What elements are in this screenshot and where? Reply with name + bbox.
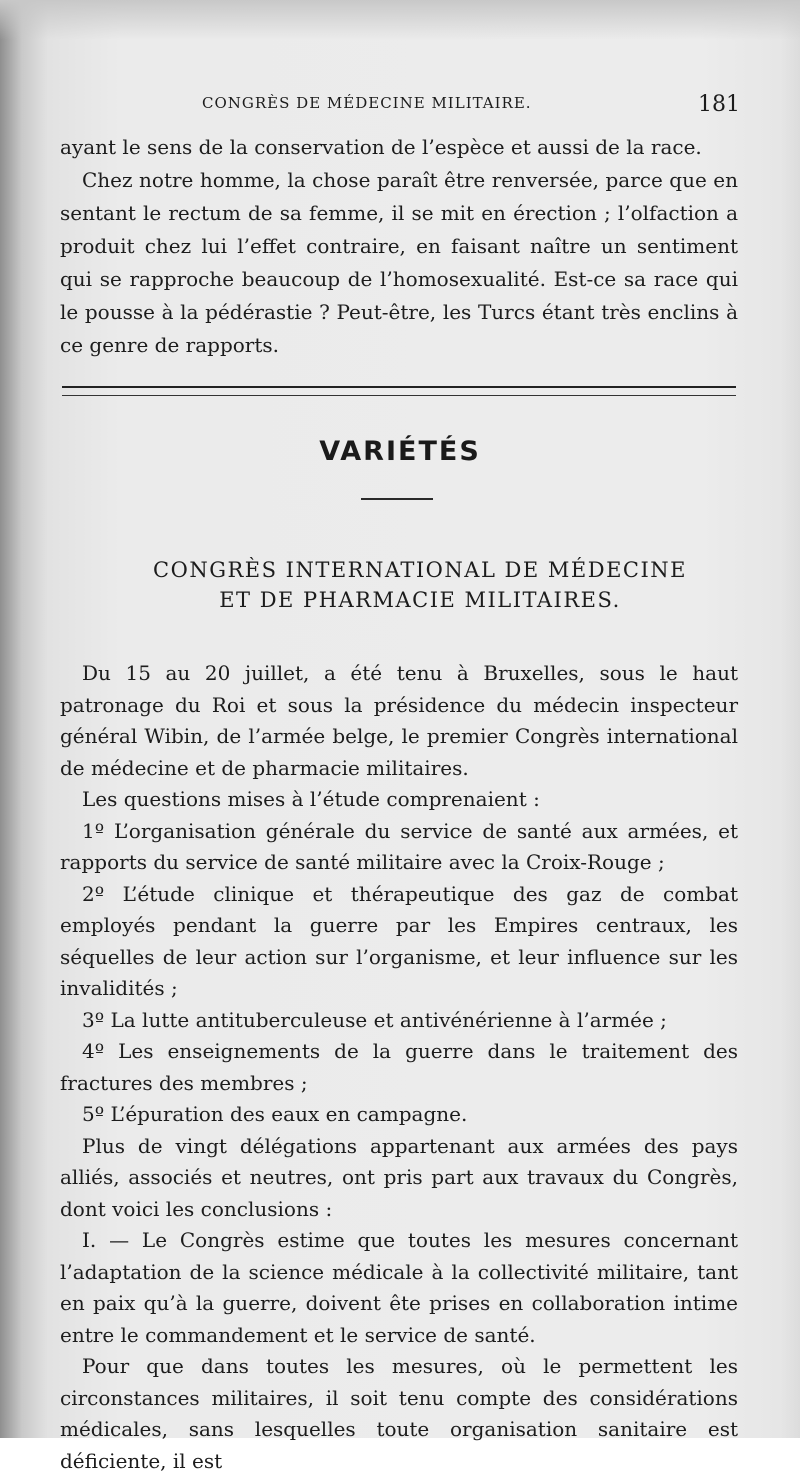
double-rule-divider xyxy=(62,386,736,404)
article-title xyxy=(80,555,760,615)
article-title-line-2: ET DE PHARMACIE MILITAIRES. xyxy=(219,588,621,612)
page-header xyxy=(202,92,740,120)
article-body xyxy=(60,658,738,1477)
paragraph: Du 15 au 20 juillet, a été tenu à Bruxelles, sous le haut patronage du Roi et sous la présidence du médecin inspecteur général Wibin, de l’armée belge, le premier Congrès international de médecine et de pharmacie militaires. xyxy=(60,661,738,780)
page-number: 181 xyxy=(698,92,740,117)
paragraph: Chez notre homme, la chose paraît être renversée, parce que en sentant le rectum de sa femme, il se mit en érection ; l’olfaction a produit chez lui l’effet contraire, en faisant naître un sentiment qui se rapproche beaucoup de l’homosexualité. Est-ce sa race qui le pousse à la pédérastie ? Peut-être, les Turcs étant très enclins à ce genre de rapports. xyxy=(60,168,738,357)
paragraph: Les questions mises à l’étude comprenaient : xyxy=(82,787,540,811)
list-item: 5º L’épuration des eaux en campagne. xyxy=(82,1102,468,1126)
list-item: 2º L’étude clinique et thérapeutique des gaz de combat employés pendant la guerre par les Empires centraux, les séquelles de leur action sur l’organisme, et leur influence sur les invalidités ; xyxy=(60,881,738,1000)
paragraph: Pour que dans toutes les mesures, où le permettent les circonstances militaires, il soit tenu compte des considérations médicales, sans lesquelles toute organisation sanitaire est déficiente, il est xyxy=(60,1354,738,1473)
paragraph: ayant le sens de la conservation de l’espèce et aussi de la race. xyxy=(60,135,702,159)
article-title-line-1: CONGRÈS INTERNATIONAL DE MÉDECINE xyxy=(153,558,687,582)
short-rule-divider xyxy=(361,498,433,500)
section-title: VARIÉTÉS xyxy=(319,436,481,467)
paragraph: I. — Le Congrès estime que toutes les mesures concernant l’adaptation de la science médicale à la collectivité militaire, tant en paix qu’à la guerre, doivent ête prises en collaboration intime entre le commandement et le service de santé. xyxy=(60,1228,738,1347)
list-item: 4º Les enseignements de la guerre dans le traitement des fractures des membres ; xyxy=(60,1039,738,1095)
paragraph: Plus de vingt délégations appartenant aux armées des pays alliés, associés et neutres, ont pris part aux travaux du Congrès, dont voici les conclusions : xyxy=(60,1133,738,1221)
top-text-block xyxy=(60,131,738,362)
running-title: CONGRÈS DE MÉDECINE MILITAIRE. xyxy=(202,94,532,112)
list-item: 3º La lutte antituberculeuse et antivénérienne à l’armée ; xyxy=(82,1007,667,1032)
list-item: 1º L’organisation générale du service de santé aux armées, et rapports du service de santé militaire avec la Croix-Rouge ; xyxy=(60,818,738,874)
